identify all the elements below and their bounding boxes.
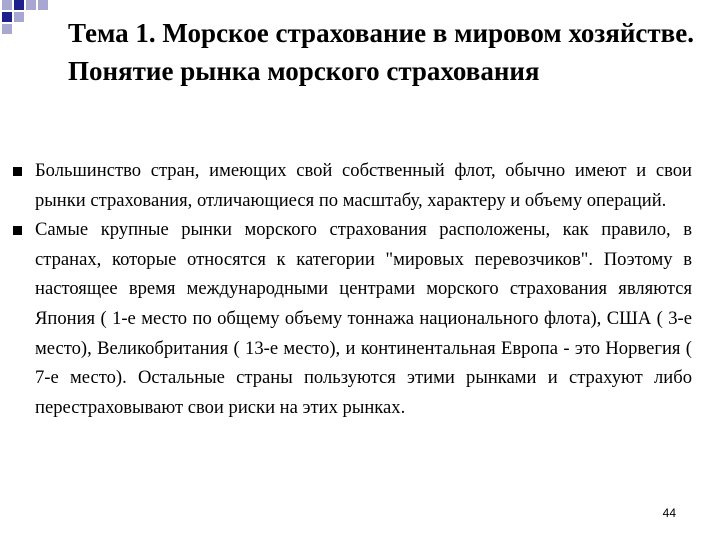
page-number: 44: [662, 506, 676, 520]
slide-title: Тема 1. Морское страхование в мировом хозяйстве. Понятие рынка морского страхования: [68, 18, 694, 86]
bullet-item: [10, 156, 692, 215]
square-bullet-icon: [13, 226, 22, 235]
bullet-text: Самые крупные рынки морского страхования расположены, как правило, в странах, которые относятся к категории "мировых перевозчиков". Поэтому в настоящее время международными центрами морского страхования являются Япония ( 1-е место по общему объему тоннажа национального флота), США ( 3-е место), Великобритания ( 13-е место), и континентальная Европа - это Норвегия ( 7-е место). Остальные страны пользуются этими рынками и страхуют либо перестраховывают свои риски на этих рынках.: [35, 219, 692, 418]
bullet-item: [10, 215, 692, 422]
bullet-text: Большинство стран, имеющих свой собственный флот, обычно имеют и свои рынки страхования, отличающиеся по масштабу, характеру и объему операций.: [35, 160, 692, 211]
square-bullet-icon: [13, 167, 22, 176]
corner-squares-decoration: [0, 0, 60, 42]
bullet-list: [10, 156, 692, 422]
